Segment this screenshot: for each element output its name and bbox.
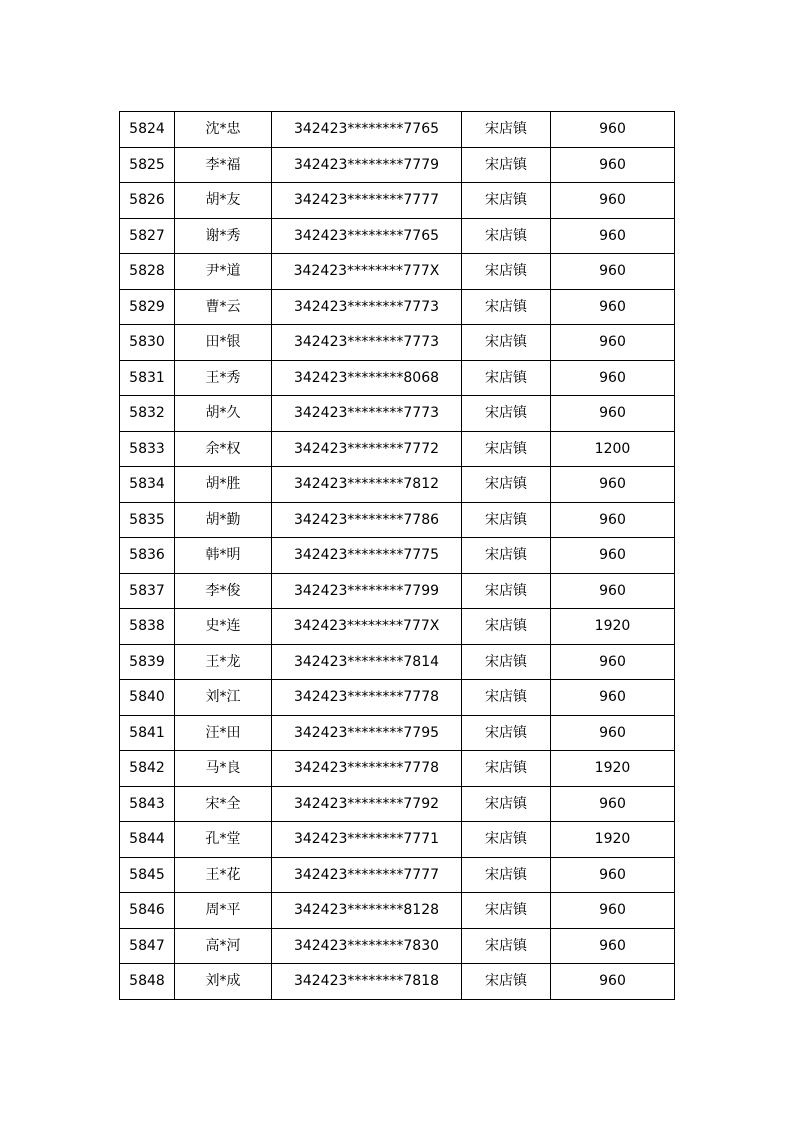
cell-serial-number: 5847 (120, 928, 175, 964)
cell-id-number: 342423********7777 (272, 857, 462, 893)
cell-amount: 960 (551, 396, 675, 432)
cell-serial-number: 5840 (120, 680, 175, 716)
table-row (120, 822, 675, 858)
table-row (120, 609, 675, 645)
table-row (120, 147, 675, 183)
cell-serial-number: 5835 (120, 502, 175, 538)
cell-amount: 1920 (551, 609, 675, 645)
cell-town: 宋店镇 (462, 786, 551, 822)
cell-id-number: 342423********8128 (272, 893, 462, 929)
cell-town: 宋店镇 (462, 396, 551, 432)
cell-name: 胡*久 (175, 396, 272, 432)
cell-town: 宋店镇 (462, 680, 551, 716)
cell-amount: 1200 (551, 431, 675, 467)
cell-serial-number: 5839 (120, 644, 175, 680)
cell-amount: 960 (551, 573, 675, 609)
cell-serial-number: 5843 (120, 786, 175, 822)
cell-town: 宋店镇 (462, 360, 551, 396)
cell-amount: 960 (551, 715, 675, 751)
cell-amount: 960 (551, 644, 675, 680)
cell-serial-number: 5842 (120, 751, 175, 787)
cell-town: 宋店镇 (462, 893, 551, 929)
table-row (120, 325, 675, 361)
table-row (120, 467, 675, 503)
table-row (120, 218, 675, 254)
cell-town: 宋店镇 (462, 467, 551, 503)
cell-id-number: 342423********7799 (272, 573, 462, 609)
cell-name: 谢*秀 (175, 218, 272, 254)
cell-serial-number: 5845 (120, 857, 175, 893)
cell-name: 马*良 (175, 751, 272, 787)
cell-amount: 960 (551, 218, 675, 254)
cell-amount: 1920 (551, 751, 675, 787)
cell-id-number: 342423********7773 (272, 396, 462, 432)
table-row (120, 715, 675, 751)
cell-id-number: 342423********7786 (272, 502, 462, 538)
table-row (120, 360, 675, 396)
cell-serial-number: 5828 (120, 254, 175, 290)
cell-town: 宋店镇 (462, 644, 551, 680)
cell-town: 宋店镇 (462, 822, 551, 858)
cell-name: 胡*胜 (175, 467, 272, 503)
table-row (120, 964, 675, 1000)
cell-serial-number: 5827 (120, 218, 175, 254)
cell-id-number: 342423********777X (272, 609, 462, 645)
cell-amount: 1920 (551, 822, 675, 858)
table-row (120, 431, 675, 467)
cell-town: 宋店镇 (462, 112, 551, 148)
table-row (120, 751, 675, 787)
table-row (120, 502, 675, 538)
table-row (120, 644, 675, 680)
cell-id-number: 342423********7792 (272, 786, 462, 822)
cell-amount: 960 (551, 467, 675, 503)
cell-amount: 960 (551, 502, 675, 538)
cell-id-number: 342423********7830 (272, 928, 462, 964)
cell-id-number: 342423********7775 (272, 538, 462, 574)
table-row (120, 928, 675, 964)
cell-serial-number: 5848 (120, 964, 175, 1000)
cell-name: 刘*江 (175, 680, 272, 716)
cell-id-number: 342423********7795 (272, 715, 462, 751)
cell-name: 余*权 (175, 431, 272, 467)
cell-id-number: 342423********7779 (272, 147, 462, 183)
cell-id-number: 342423********7771 (272, 822, 462, 858)
cell-id-number: 342423********7814 (272, 644, 462, 680)
cell-id-number: 342423********7818 (272, 964, 462, 1000)
cell-town: 宋店镇 (462, 502, 551, 538)
cell-serial-number: 5826 (120, 183, 175, 219)
cell-id-number: 342423********7773 (272, 325, 462, 361)
table-row (120, 183, 675, 219)
cell-town: 宋店镇 (462, 431, 551, 467)
table-row (120, 538, 675, 574)
cell-name: 李*俊 (175, 573, 272, 609)
cell-amount: 960 (551, 786, 675, 822)
cell-name: 韩*明 (175, 538, 272, 574)
cell-id-number: 342423********7812 (272, 467, 462, 503)
cell-town: 宋店镇 (462, 289, 551, 325)
cell-town: 宋店镇 (462, 538, 551, 574)
cell-amount: 960 (551, 857, 675, 893)
cell-amount: 960 (551, 147, 675, 183)
table-row (120, 289, 675, 325)
cell-serial-number: 5846 (120, 893, 175, 929)
cell-name: 王*花 (175, 857, 272, 893)
cell-id-number: 342423********777X (272, 254, 462, 290)
cell-amount: 960 (551, 289, 675, 325)
cell-serial-number: 5841 (120, 715, 175, 751)
cell-name: 刘*成 (175, 964, 272, 1000)
cell-town: 宋店镇 (462, 751, 551, 787)
cell-serial-number: 5833 (120, 431, 175, 467)
cell-town: 宋店镇 (462, 928, 551, 964)
cell-serial-number: 5837 (120, 573, 175, 609)
cell-serial-number: 5830 (120, 325, 175, 361)
table-row (120, 893, 675, 929)
table-row (120, 254, 675, 290)
cell-serial-number: 5825 (120, 147, 175, 183)
table-row (120, 786, 675, 822)
cell-town: 宋店镇 (462, 573, 551, 609)
cell-town: 宋店镇 (462, 325, 551, 361)
table-row (120, 396, 675, 432)
cell-serial-number: 5844 (120, 822, 175, 858)
table-row (120, 573, 675, 609)
cell-town: 宋店镇 (462, 857, 551, 893)
cell-amount: 960 (551, 964, 675, 1000)
cell-name: 田*银 (175, 325, 272, 361)
cell-amount: 960 (551, 325, 675, 361)
cell-id-number: 342423********7772 (272, 431, 462, 467)
cell-name: 王*秀 (175, 360, 272, 396)
cell-amount: 960 (551, 360, 675, 396)
cell-name: 汪*田 (175, 715, 272, 751)
cell-serial-number: 5838 (120, 609, 175, 645)
cell-id-number: 342423********7765 (272, 112, 462, 148)
cell-serial-number: 5831 (120, 360, 175, 396)
table-row (120, 857, 675, 893)
cell-name: 李*福 (175, 147, 272, 183)
cell-serial-number: 5824 (120, 112, 175, 148)
table-row (120, 680, 675, 716)
cell-town: 宋店镇 (462, 218, 551, 254)
cell-id-number: 342423********7778 (272, 751, 462, 787)
cell-amount: 960 (551, 183, 675, 219)
cell-town: 宋店镇 (462, 609, 551, 645)
cell-town: 宋店镇 (462, 715, 551, 751)
cell-town: 宋店镇 (462, 183, 551, 219)
cell-serial-number: 5829 (120, 289, 175, 325)
cell-amount: 960 (551, 112, 675, 148)
cell-town: 宋店镇 (462, 964, 551, 1000)
cell-name: 胡*友 (175, 183, 272, 219)
cell-name: 沈*忠 (175, 112, 272, 148)
cell-id-number: 342423********7765 (272, 218, 462, 254)
cell-name: 史*连 (175, 609, 272, 645)
cell-name: 高*河 (175, 928, 272, 964)
cell-name: 宋*全 (175, 786, 272, 822)
cell-id-number: 342423********7773 (272, 289, 462, 325)
cell-amount: 960 (551, 538, 675, 574)
subsidy-roster-table (119, 111, 675, 1000)
cell-name: 周*平 (175, 893, 272, 929)
cell-name: 曹*云 (175, 289, 272, 325)
cell-name: 胡*勤 (175, 502, 272, 538)
cell-amount: 960 (551, 893, 675, 929)
cell-serial-number: 5834 (120, 467, 175, 503)
cell-amount: 960 (551, 928, 675, 964)
cell-id-number: 342423********7778 (272, 680, 462, 716)
cell-amount: 960 (551, 680, 675, 716)
cell-amount: 960 (551, 254, 675, 290)
cell-name: 孔*堂 (175, 822, 272, 858)
cell-name: 王*龙 (175, 644, 272, 680)
table-row (120, 112, 675, 148)
table-body (120, 112, 675, 1000)
cell-id-number: 342423********8068 (272, 360, 462, 396)
cell-serial-number: 5836 (120, 538, 175, 574)
cell-name: 尹*道 (175, 254, 272, 290)
cell-town: 宋店镇 (462, 254, 551, 290)
cell-serial-number: 5832 (120, 396, 175, 432)
cell-id-number: 342423********7777 (272, 183, 462, 219)
cell-town: 宋店镇 (462, 147, 551, 183)
